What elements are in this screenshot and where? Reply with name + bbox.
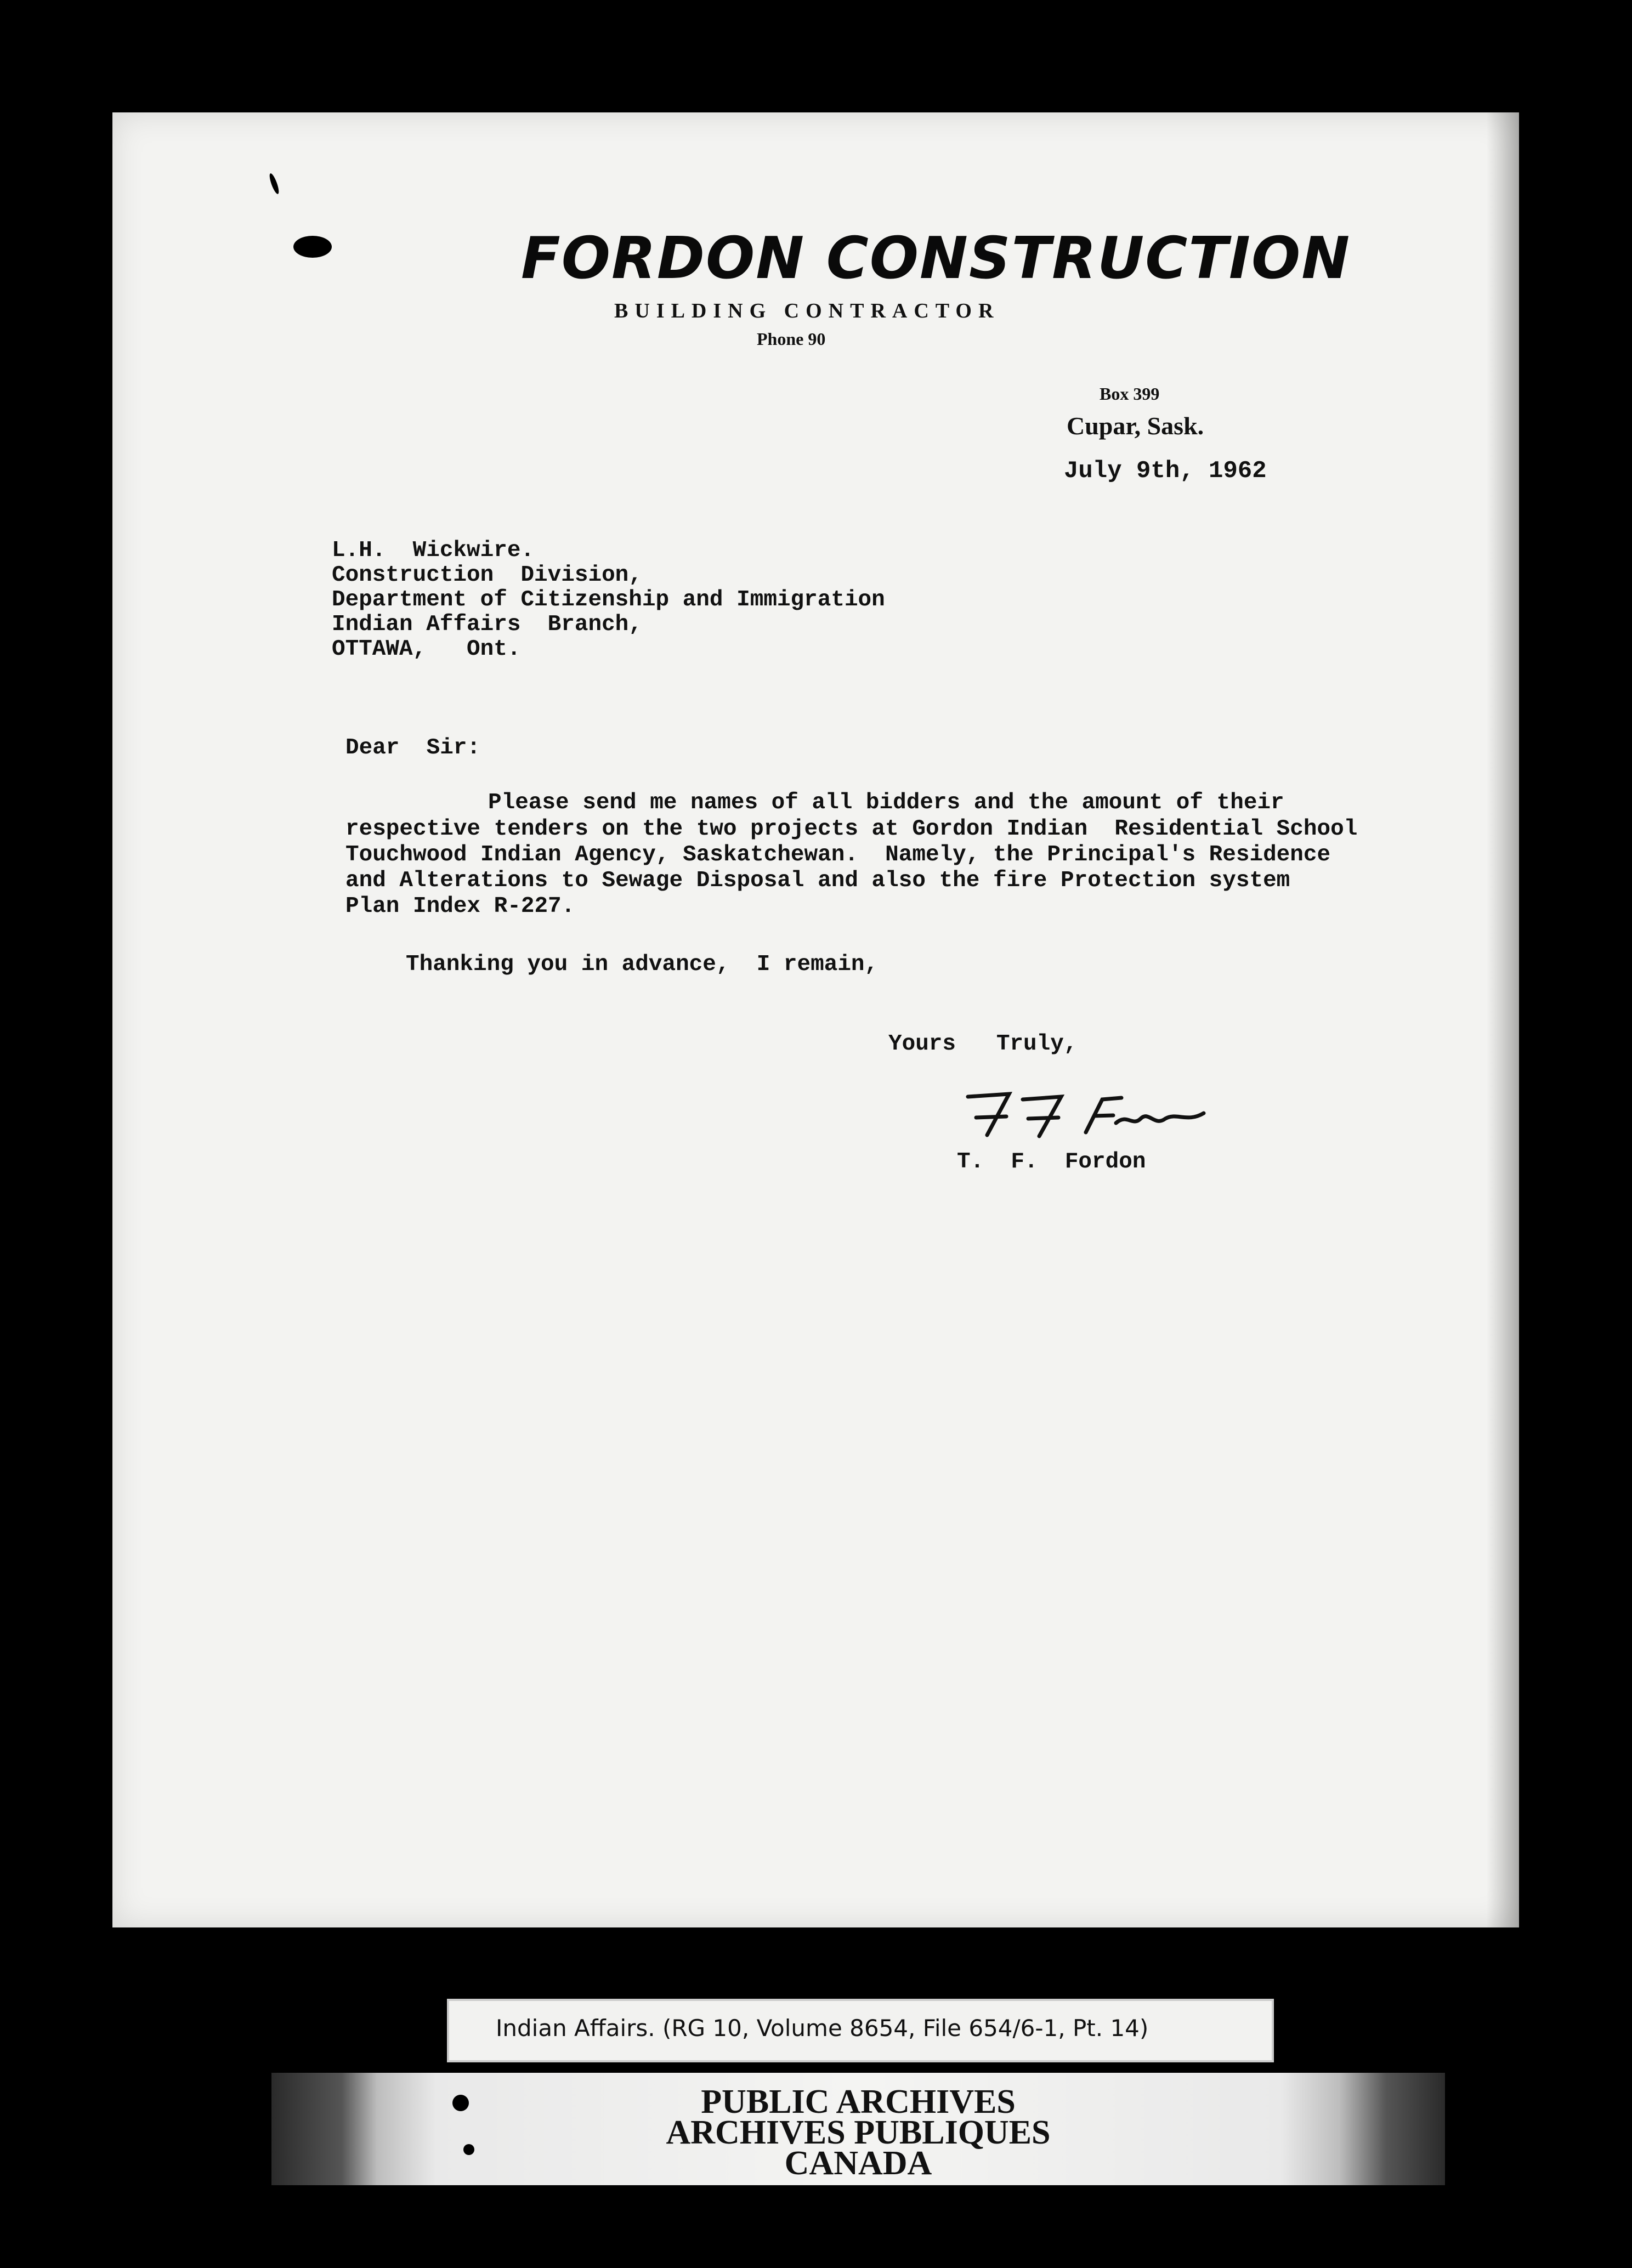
body-line-2: respective tenders on the two projects at Gordon Indian Residential School	[345, 817, 1358, 842]
archive-reference-label	[447, 1999, 1274, 2062]
archive-stamp	[271, 2083, 1445, 2182]
stamp-line-2: ARCHIVES PUBLIQUES	[666, 2114, 1051, 2151]
closing-paragraph: Thanking you in advance, I remain,	[406, 952, 879, 977]
company-tagline: BUILDING CONTRACTOR	[614, 299, 1000, 322]
company-phone: Phone 90	[757, 329, 826, 349]
page-edge-shadow	[1486, 112, 1519, 1927]
body-line-4: and Alterations to Sewage Disposal and also the fire Protection system	[345, 868, 1290, 893]
staple-mark	[268, 172, 280, 195]
letter-date: July 9th, 1962	[1064, 457, 1267, 485]
company-name: FORDON CONSTRUCTION	[521, 225, 1351, 292]
punch-hole-mark	[293, 236, 332, 258]
recipient-line-4: Indian Affairs Branch,	[332, 612, 642, 637]
handwritten-signature	[957, 1075, 1231, 1152]
sender-box: Box 399	[1100, 384, 1160, 404]
recipient-line-2: Construction Division,	[332, 563, 642, 588]
recipient-line-1: L.H. Wickwire.	[332, 538, 535, 563]
body-line-1: Please send me names of all bidders and the amount of their	[488, 790, 1284, 815]
stamp-line-1: PUBLIC ARCHIVES	[701, 2083, 1016, 2120]
archive-reference-text: Indian Affairs. (RG 10, Volume 8654, File 654/6-1, Pt. 14)	[496, 2015, 1149, 2042]
salutation: Dear Sir:	[345, 735, 481, 761]
valediction: Yours Truly,	[888, 1031, 1078, 1057]
archive-stamp-strip	[271, 2073, 1445, 2185]
body-line-3: Touchwood Indian Agency, Saskatchewan. Namely, the Principal's Residence	[345, 842, 1331, 867]
sender-city: Cupar, Sask.	[1067, 412, 1204, 440]
body-line-5: Plan Index R-227.	[345, 894, 575, 919]
letter-page	[112, 112, 1519, 1927]
recipient-line-5: OTTAWA, Ont.	[332, 637, 521, 662]
recipient-line-3: Department of Citizenship and Immigration	[332, 587, 885, 613]
signer-name: T. F. Fordon	[957, 1149, 1146, 1175]
stamp-line-3: CANADA	[784, 2145, 932, 2182]
